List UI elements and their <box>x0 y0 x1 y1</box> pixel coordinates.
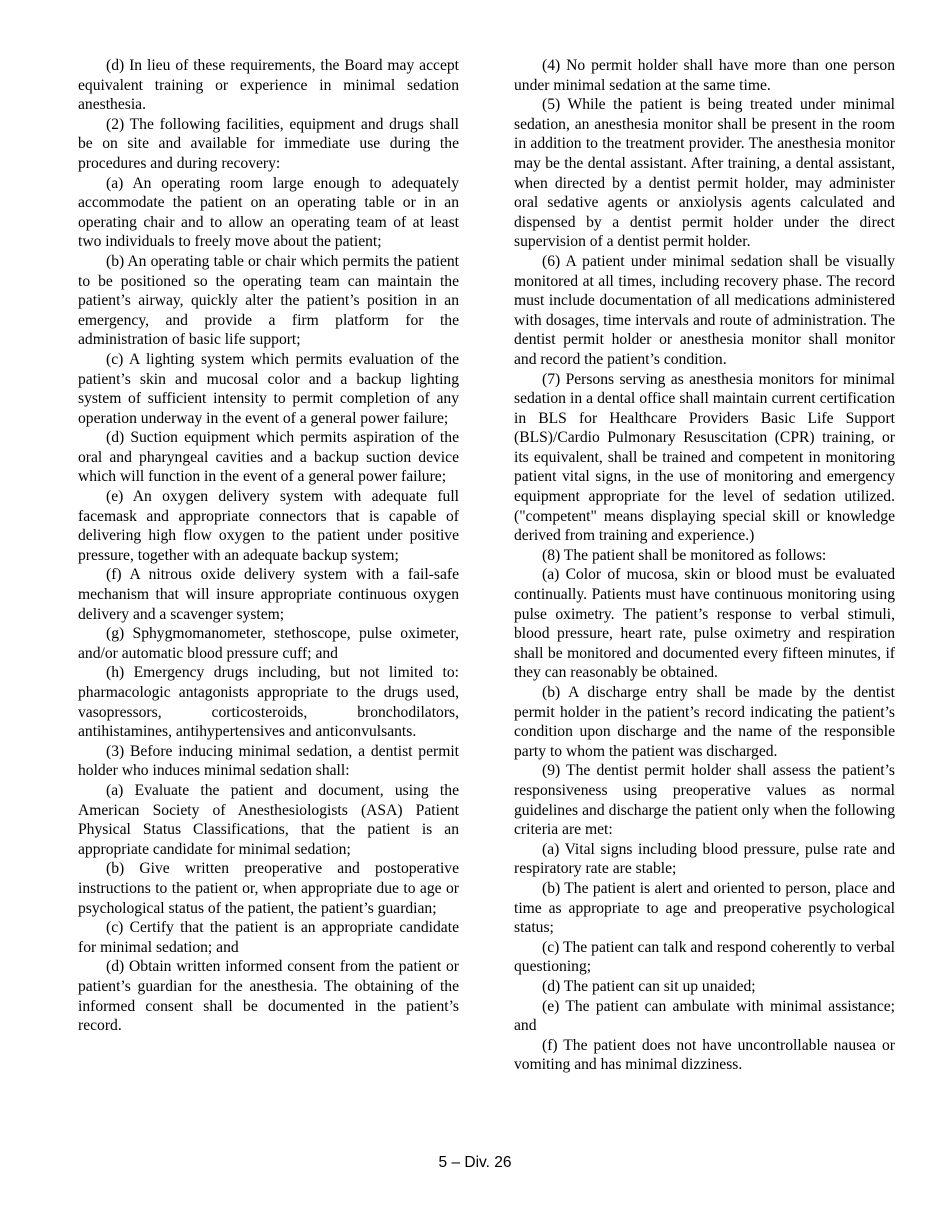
paragraph: (h) Emergency drugs including, but not limited to: pharmacologic antagonists appropriate to the drugs used, vasopressors, corticosteroids, bronchodilators, antihistamines, antihypertensives and anticonvulsants. <box>78 664 459 741</box>
paragraph: (b) The patient is alert and oriented to person, place and time as appropriate to age and preoperative psychological status; <box>514 879 895 937</box>
paragraph: (d) Obtain written informed consent from the patient or patient’s guardian for the anesthesia. The obtaining of the informed consent shall be documented in the patient’s record. <box>78 958 459 1035</box>
paragraph: (e) An oxygen delivery system with adequate full facemask and appropriate connectors that is capable of delivering high flow oxygen to the patient under positive pressure, together with an adequate backup system; <box>78 488 459 564</box>
paragraph: (a) Vital signs including blood pressure, pulse rate and respiratory rate are stable; <box>514 840 895 878</box>
paragraph: (e) The patient can ambulate with minimal assistance; and <box>514 997 895 1035</box>
paragraph: (c) Certify that the patient is an appropriate candidate for minimal sedation; and <box>78 919 459 956</box>
paragraph: (a) An operating room large enough to adequately accommodate the patient on an operating table or in an operating chair and to allow an operating team of at least two individuals to freely move about the patient; <box>78 174 459 251</box>
paragraph: (2) The following facilities, equipment and drugs shall be on site and available for immediate use during the procedures and during recovery: <box>78 115 459 172</box>
paragraph: (d) In lieu of these requirements, the Board may accept equivalent training or experience in minimal sedation anesthesia. <box>78 57 459 114</box>
paragraph: (6) A patient under minimal sedation shall be visually monitored at all times, including recovery phase. The record must include documentation of all medications administered with dosages, time intervals and route of administration. The dentist permit holder or anesthesia monitor shall monitor and record the patient’s condition. <box>514 252 895 368</box>
paragraph: (c) A lighting system which permits evaluation of the patient’s skin and mucosal color and a backup lighting system of sufficient intensity to permit completion of any operation underway in the event of a general power failure; <box>78 350 459 427</box>
paragraph: (b) An operating table or chair which permits the patient to be positioned so the operating team can maintain the patient’s airway, quickly alter the patient’s position in an emergency, and provide a firm platform for the administration of basic life support; <box>78 252 459 349</box>
paragraph: (a) Color of mucosa, skin or blood must be evaluated continually. Patients must have continuous monitoring using pulse oximetry. The patient’s response to verbal stimuli, blood pressure, heart rate, pulse oximetry and respiration shall be monitored and documented every fifteen minutes, if they can reasonably be obtained. <box>514 566 895 682</box>
paragraph: (7) Persons serving as anesthesia monitors for minimal sedation in a dental office shall maintain current certification in BLS for Healthcare Providers Basic Life Support (BLS)/Cardio Pulmonary Resuscitation (CPR) training, or its equivalent, shall be trained and competent in monitoring patient vital signs, in the use of monitoring and emergency equipment appropriate for the level of sedation utilized. ("competent" means displaying special skill or knowledge derived from training and experience.) <box>514 370 895 545</box>
left-column <box>78 56 459 1036</box>
paragraph: (4) No permit holder shall have more than one person under minimal sedation at the same time. <box>514 57 895 94</box>
paragraph: (5) While the patient is being treated under minimal sedation, an anesthesia monitor shall be present in the room in addition to the treatment provider. The anesthesia monitor may be the dental assistant. After training, a dental assistant, when directed by a dentist permit holder, may administer oral sedative agents or anxiolysis agents calculated and dispensed by a dentist permit holder under the direct supervision of a dentist permit holder. <box>514 96 895 251</box>
paragraph: (b) Give written preoperative and postoperative instructions to the patient or, when appropriate due to age or psychological status of the patient, the patient’s guardian; <box>78 860 459 917</box>
paragraph: (b) A discharge entry shall be made by the dentist permit holder in the patient’s record indicating the patient’s condition upon discharge and the name of the responsible party to whom the patient was discharged. <box>514 684 895 760</box>
paragraph: (a) Evaluate the patient and document, using the American Society of Anesthesiologists (ASA) Patient Physical Status Classifications, that the patient is an appropriate candidate for minimal sedation; <box>78 781 459 858</box>
paragraph: (9) The dentist permit holder shall assess the patient’s responsiveness using preoperative values as normal guidelines and discharge the patient only when the following criteria are met: <box>514 762 895 839</box>
paragraph: (3) Before inducing minimal sedation, a dentist permit holder who induces minimal sedation shall: <box>78 742 459 780</box>
paragraph: (d) The patient can sit up unaided; <box>542 977 756 995</box>
paragraph: (d) Suction equipment which permits aspiration of the oral and pharyngeal cavities and a backup suction device which will function in the event of a general power failure; <box>78 429 459 486</box>
paragraph: (c) The patient can talk and respond coherently to verbal questioning; <box>514 938 895 976</box>
right-column <box>514 56 895 1075</box>
paragraph: (g) Sphygmomanometer, stethoscope, pulse oximeter, and/or automatic blood pressure cuff; and <box>78 625 459 662</box>
paragraph: (8) The patient shall be monitored as follows: <box>542 546 827 564</box>
paragraph: (f) The patient does not have uncontrollable nausea or vomiting and has minimal dizziness. <box>514 1036 895 1074</box>
paragraph: (f) A nitrous oxide delivery system with a fail-safe mechanism that will insure appropriate continuous oxygen delivery and a scavenger system; <box>78 566 459 623</box>
page-footer: 5 – Div. 26 <box>438 1154 512 1171</box>
